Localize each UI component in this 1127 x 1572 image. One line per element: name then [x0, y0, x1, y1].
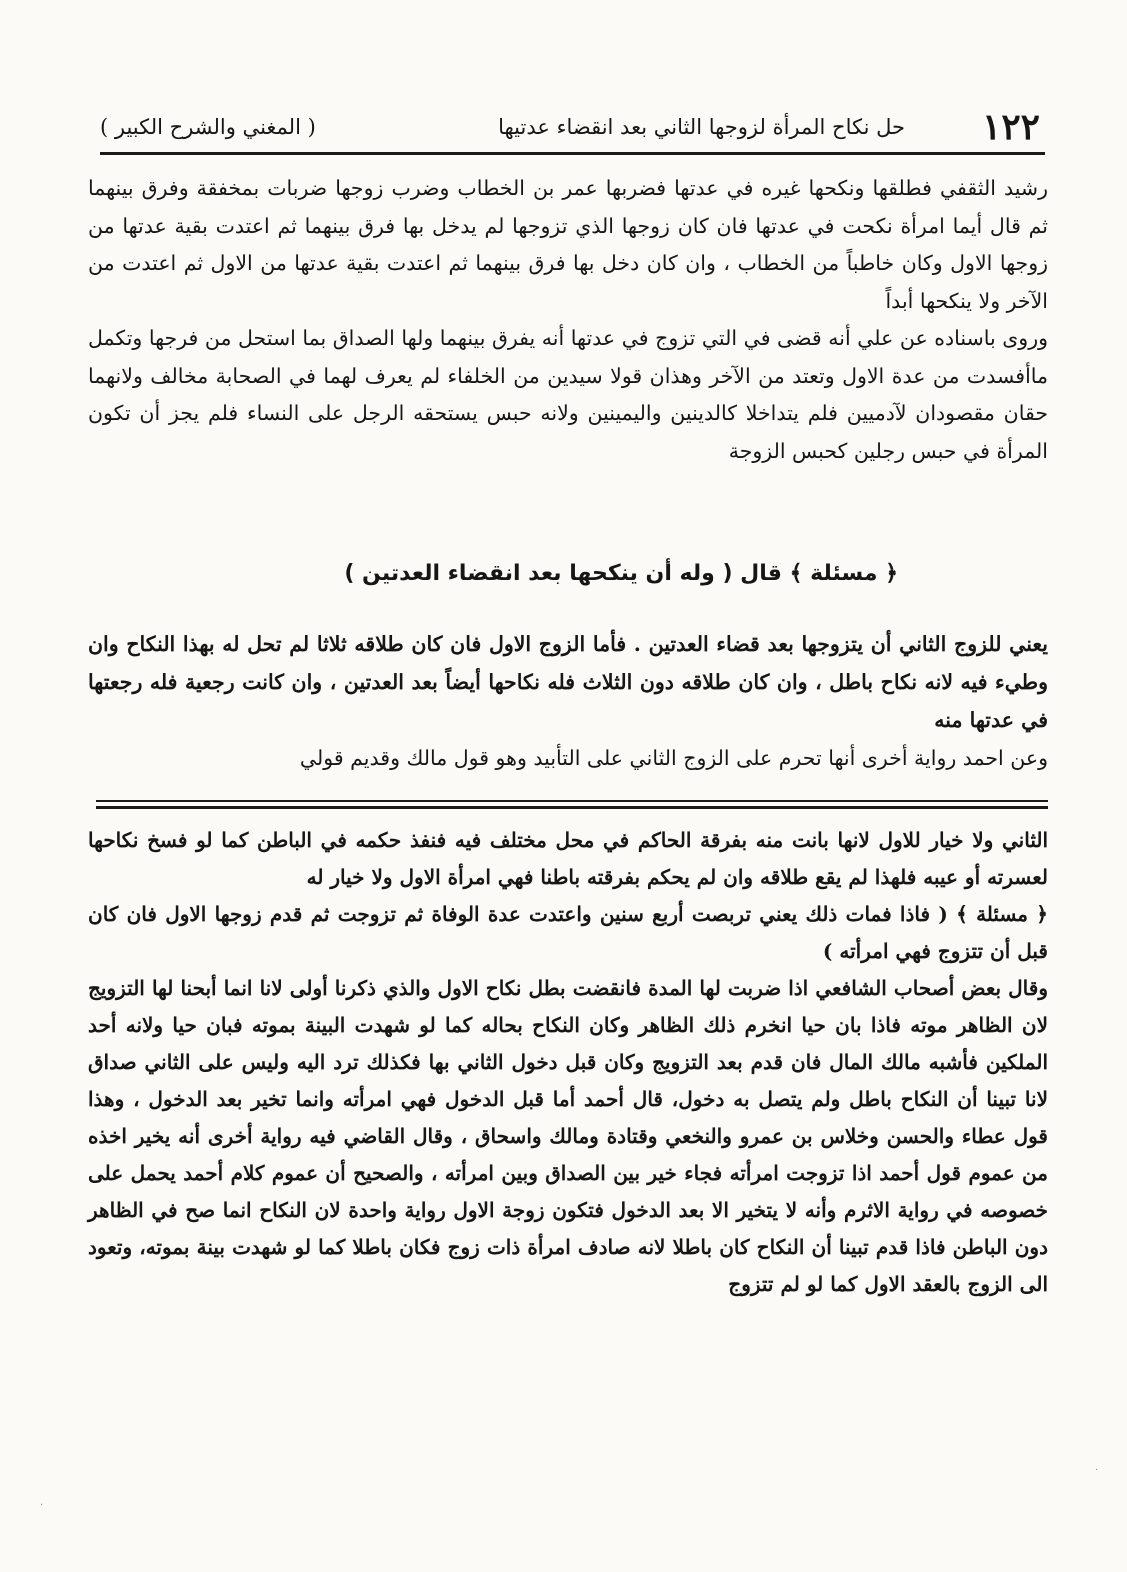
running-title: حل نكاح المرأة لزوجها الثاني بعد انقضاء عدتيها	[498, 115, 905, 139]
section-divider	[96, 800, 1048, 802]
page-speck: ·	[40, 1500, 44, 1511]
section-divider	[96, 806, 1048, 809]
paragraph: رشيد الثقفي فطلقها ونكحها غيره في عدتها فضربها عمر بن الخطاب وضرب زوجها ضربات بمخفقة وفرق بينهما ثم قال أيما امرأة نكحت في عدتها فان كان زوجها الذي تزوجها لم يدخل بها فرق بينهما ثم اعتدت بقية عدتها من زوجها الاول وكان خاطباً من الخطاب ، وان كان دخل بها فرق بينهما ثم اعتدت بقية عدتها من الاول ثم اعتدت من الآخر ولا ينكحها أبداً	[88, 176, 1048, 313]
book-title: ( المغني والشرح الكبير )	[100, 115, 316, 139]
commentary-text	[88, 625, 1048, 777]
paragraph: الثاني ولا خيار للاول لانها بانت منه بفرقة الحاكم في محل مختلف فيه فنفذ حكمه في الباطن كما لو فسخ نكاحها لعسرته أو عيبه فلهذا لم يقع طلاقه وان لم يحكم بفرقته باطنا فهي امرأة الاول ولا خيار له	[88, 828, 1048, 889]
page-header	[100, 104, 1040, 152]
paragraph: وروى باسناده عن علي أنه قضى في التي تزوج في عدتها أنه يفرق بينهما ولها الصداق بما استحل من فرجها وتكمل ماأفسدت من عدة الاول وتعتد من الآخر وهذان قولا سيدين من الخلفاء لم يعرف لهما في الصحابة مخالف ولانهما حقان مقصودان لآدميين فلم يتداخلا كالدينين واليمينين ولانه حبس يستحقه الرجل على النساء فلم يجز أن تكون المرأة في حبس رجلين كحبس الزوجة	[88, 326, 1048, 463]
paragraph: وعن احمد رواية أخرى أنها تحرم على الزوج الثاني على التأبيد وهو قول مالك وقديم قولي	[299, 746, 1048, 770]
header-rule	[100, 152, 1045, 155]
page-number: ١٢٢	[981, 106, 1040, 148]
paragraph: وقال بعض أصحاب الشافعي اذا ضربت لها المدة فانقضت بطل نكاح الاول والذي ذكرنا أولى لانا انما أبحنا لها التزويج لان الظاهر موته فاذا بان حيا انخرم ذلك الظاهر وكان النكاح بحاله كما لو شهدت البينة بموته فبان حيا ولانه أحد الملكين فأشبه مالك المال فان قدم بعد التزويج وكان قبل دخول الثاني بها فكذلك ترد اليه وليس على الثاني صداق لانا تبينا أن النكاح باطل ولم يتصل به دخول، قال أحمد أما قبل الدخول فهي امرأته وانما تخير بعد الدخول ، وهذا قول عطاء والحسن وخلاس بن عمرو والنخعي وقتادة ومالك واسحاق ، وقال القاضي فيه رواية أخرى أنه يخير اخذه من عموم قول أحمد اذا تزوجت امرأته فجاء خير بين الصداق وبين امرأته ، والصحيح أن عموم كلام أحمد يحمل على خصوصه في رواية الاثرم وأنه لا يتخير الا بعد الدخول فتكون زوجة الاول رواية واحدة لان النكاح انما صح في الظاهر دون الباطن فاذا قدم تبينا أن النكاح كان باطلا لانه صادف امرأة ذات زوج فكان باطلا كما لو شهدت بينة بموته، وتعود الى الزوج بالعقد الاول كما لو لم تتزوج	[88, 976, 1048, 1296]
paragraph: يعني للزوج الثاني أن يتزوجها بعد قضاء العدتين . فأما الزوج الاول فان كان طلاقه ثلاثا لم تحل له بهذا النكاح وان وطيء فيه لانه نكاح باطل ، وان كان طلاقه دون الثلاث فله نكاحها أيضاً بعد العدتين ، وان كانت رجعية فله رجعتها في عدتها منه	[88, 632, 1048, 732]
masala-paragraph: ﴿ مسئلة ﴾ ( فاذا فمات ذلك يعني تربصت أربع سنين واعتدت عدة الوفاة ثم تزوجت ثم قدم زوجها الاول فان كان قبل أن تتزوج فهي امرأته )	[88, 902, 1048, 963]
lower-text	[88, 822, 1048, 1303]
masala-heading: ﴿ مسئلة ﴾ قال ( وله أن ينكحها بعد انقضاء العدتين )	[344, 561, 898, 586]
upper-text	[88, 170, 1048, 470]
page-speck: ·	[1095, 1465, 1099, 1476]
